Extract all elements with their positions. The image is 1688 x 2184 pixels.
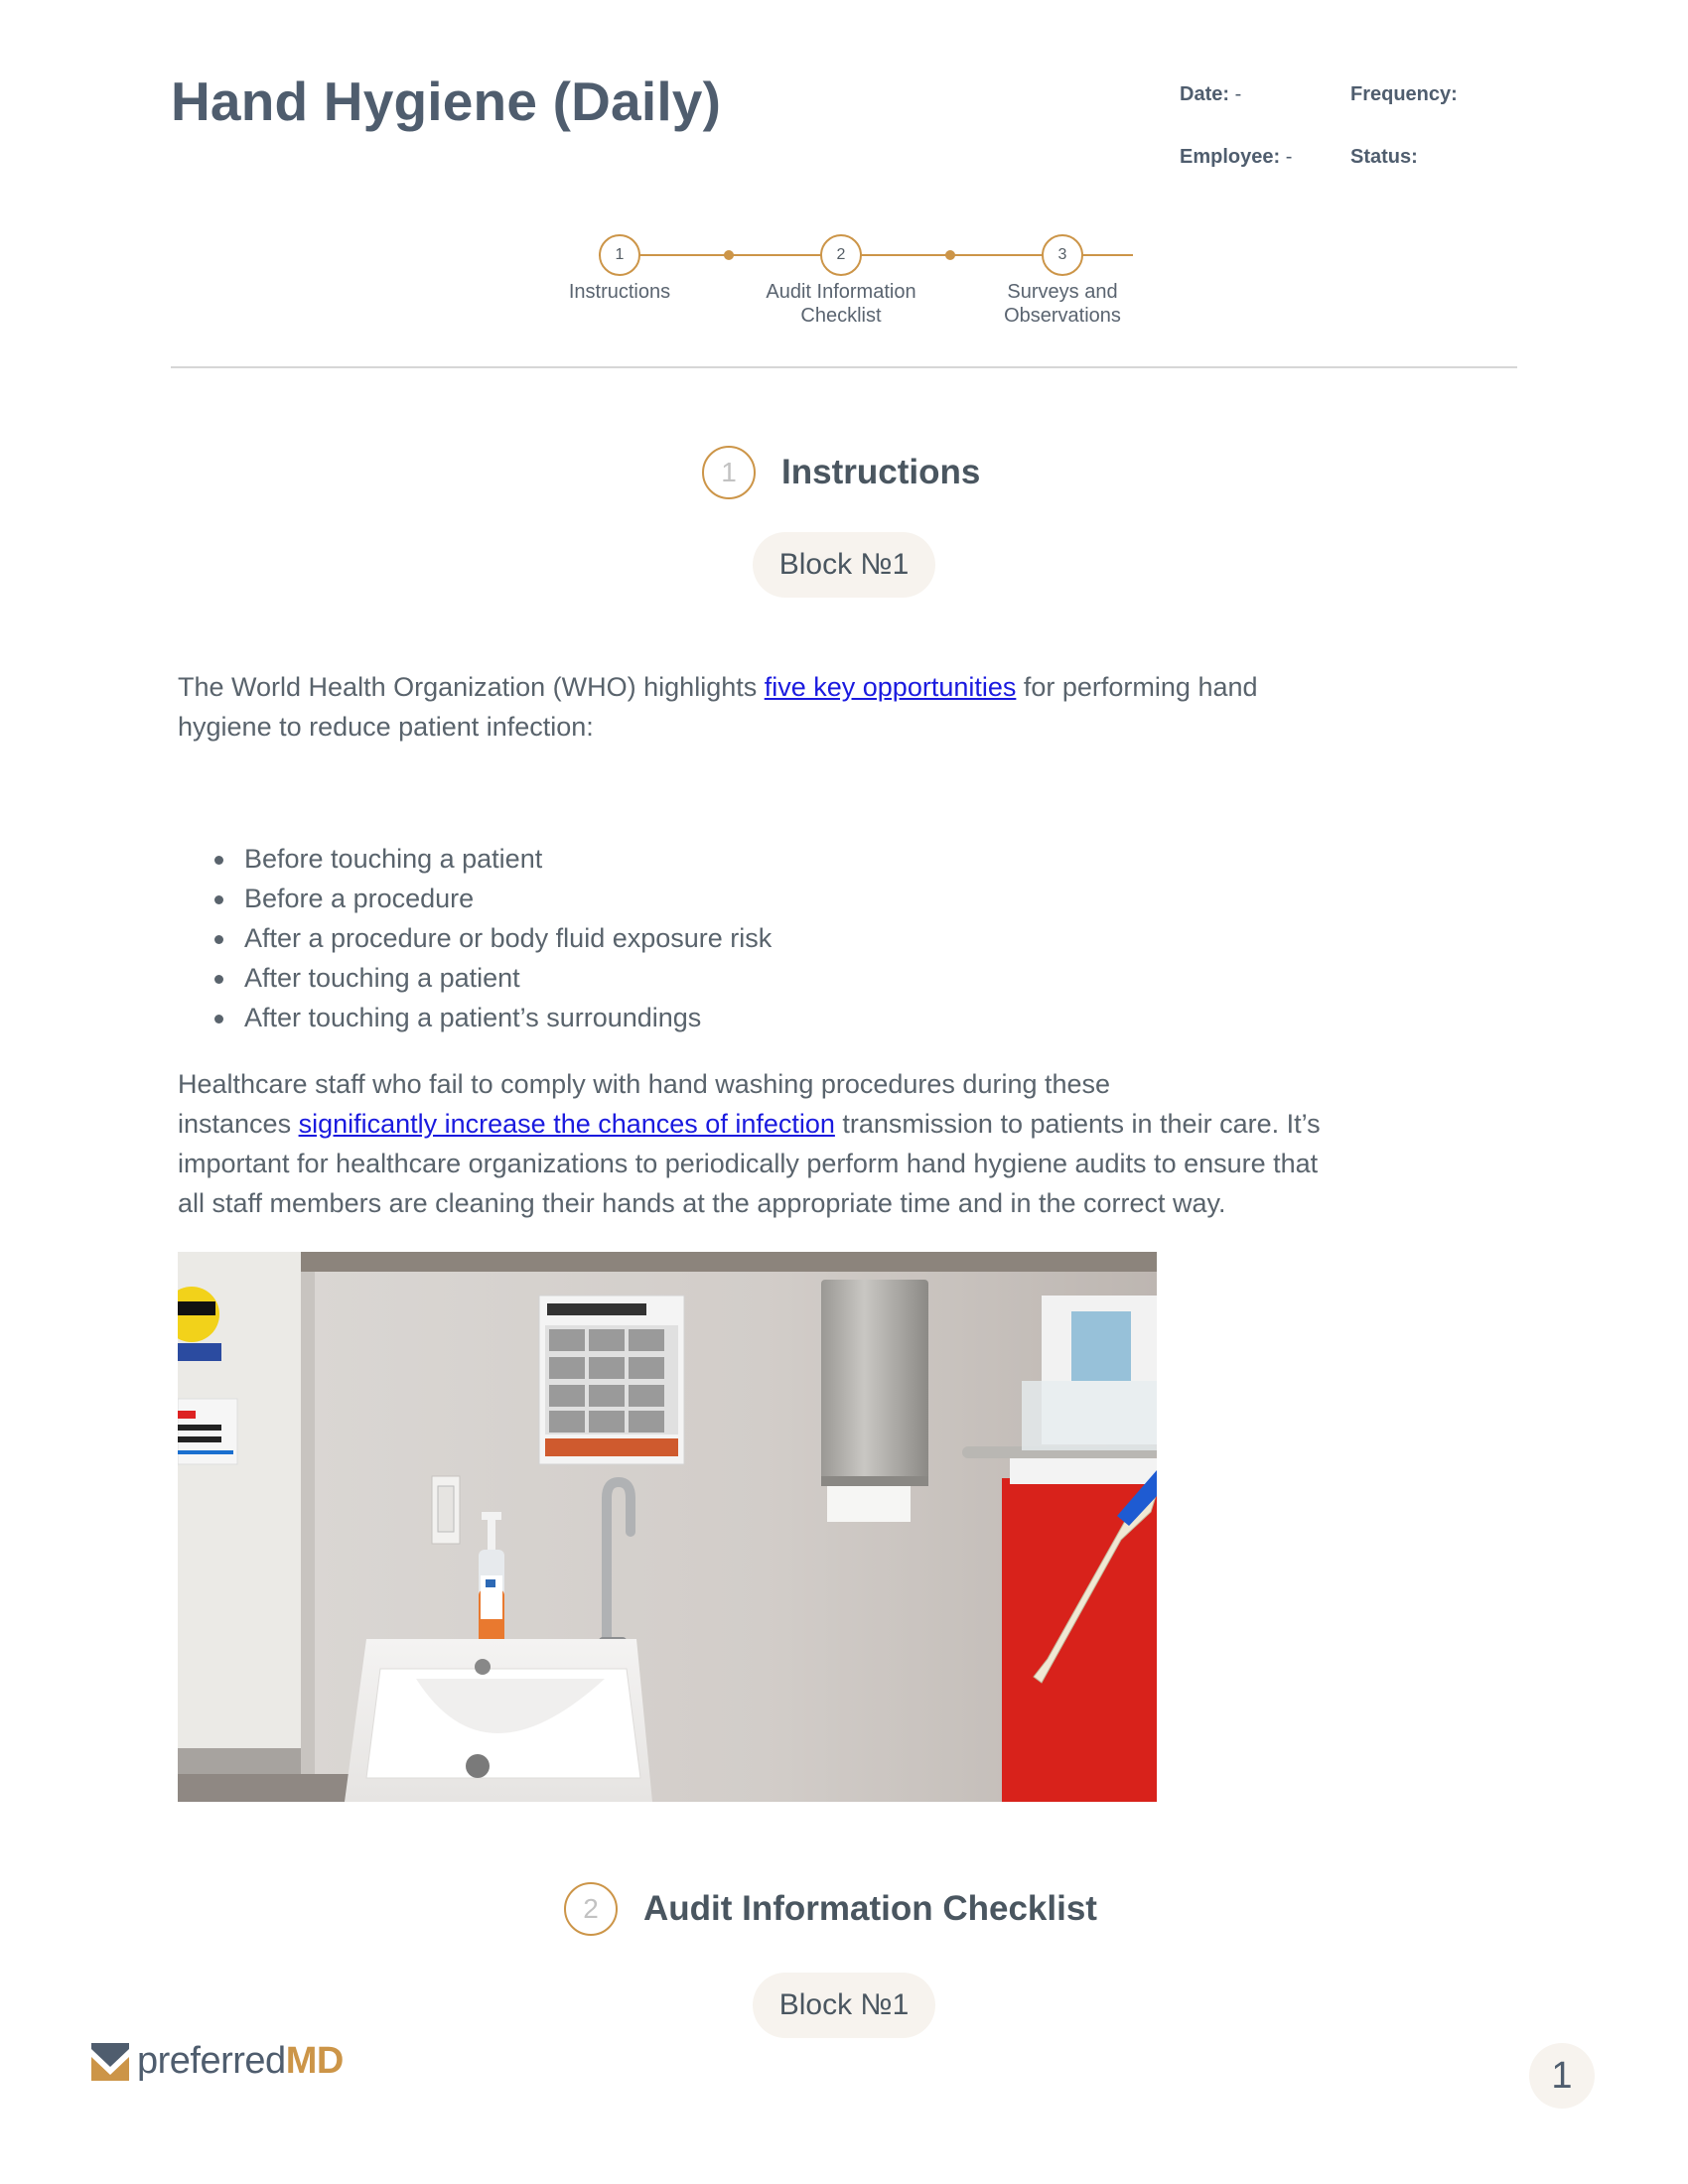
section-1-number-badge: 1 [702,446,756,499]
header-divider [171,366,1517,368]
meta-date [1180,83,1241,106]
meta-employee-value: - [1285,146,1293,168]
meta-date-value: - [1234,83,1242,105]
meta-status-label: Status: [1350,146,1418,168]
list-item: After a procedure or body fluid exposure risk [211,918,772,958]
section-1-block-label: Block №1 [753,532,935,598]
meta-date-label: Date: [1180,83,1230,105]
five-key-opportunities-link[interactable]: five key opportunities [764,672,1017,702]
step-3-label[interactable]: Surveys and Observations [1004,281,1121,327]
preferredmd-logo [91,2040,344,2083]
section-2-heading [564,1882,1097,1936]
list-item: Before touching a patient [211,839,772,879]
body-paragraph: Healthcare staff who fail to comply with hand washing procedures during these instances significantly increase the chances of infection transmission to patients in their care. It’s important for healthcare organizations to periodically perform hand hygiene audits to ensure that all staff members are cleaning their hands at the appropriate time and in the correct way. [178,1069,1321,1218]
step-1-circle[interactable]: 1 [599,234,640,276]
handwashing-station-photo [178,1252,1157,1802]
progress-stepper [536,230,1152,340]
list-item: After touching a patient’s surroundings [211,998,772,1037]
meta-employee-label: Employee: [1180,146,1281,168]
list-item: After touching a patient [211,958,772,998]
sink-photo-illustration [178,1252,1157,1802]
step-3-circle[interactable]: 3 [1042,234,1083,276]
step-2-label[interactable]: Audit Information Checklist [766,281,916,327]
meta-frequency-label: Frequency: [1350,83,1458,105]
list-item: Before a procedure [211,879,772,918]
section-2-title: Audit Information Checklist [643,1889,1097,1928]
stepper-dot [724,250,734,260]
checkmark-envelope-icon [91,2043,129,2081]
document-title: Hand Hygiene (Daily) [171,70,722,132]
meta-employee [1180,146,1292,169]
meta-status [1350,146,1418,169]
infection-chances-link[interactable]: significantly increase the chances of infection [298,1109,835,1139]
section-1-title: Instructions [781,453,981,491]
step-2-circle[interactable]: 2 [820,234,862,276]
hand-hygiene-opportunities-list [211,839,772,1037]
section-2-number-badge: 2 [564,1882,618,1936]
section-2-block-label: Block №1 [753,1973,935,2038]
meta-frequency [1350,83,1458,106]
logo-text: preferredMD [137,2040,344,2082]
stepper-dot [945,250,955,260]
section-1-heading [702,446,980,499]
page-number-badge: 1 [1529,2043,1595,2109]
intro-paragraph: The World Health Organization (WHO) highlights five key opportunities for performing hand hygiene to reduce patient infection: [178,672,1258,742]
step-1-label[interactable]: Instructions [568,281,671,303]
